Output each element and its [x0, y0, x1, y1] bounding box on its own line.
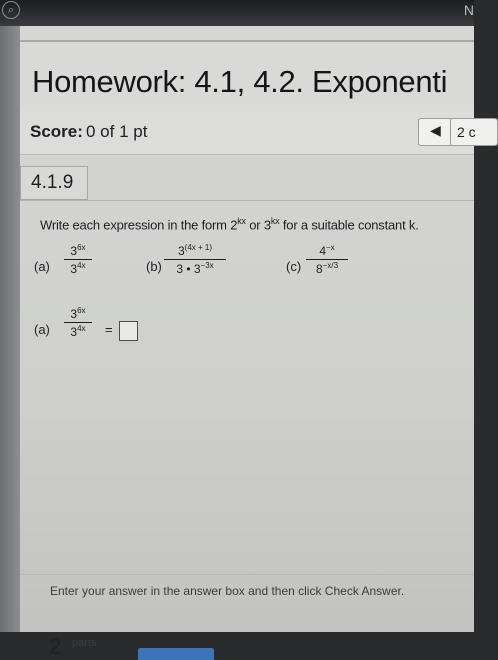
item-b-den-base: 3 • 3 — [176, 262, 201, 276]
item-a-num-base: 3 — [70, 244, 78, 258]
item-c-fraction — [306, 243, 348, 276]
score-label: Score: — [30, 122, 83, 141]
homework-page — [20, 26, 476, 659]
item-a-den-exp: 4x — [77, 261, 86, 270]
answer-fraction — [64, 306, 92, 339]
item-a-label: (a) — [34, 259, 50, 274]
fraction-bar — [64, 259, 92, 260]
answer-den-base: 3 — [70, 325, 78, 339]
item-b-num-exp: (4x + 1) — [184, 243, 213, 252]
check-answer-button[interactable] — [138, 648, 214, 660]
equals-sign: = — [105, 322, 113, 337]
answer-label: (a) — [34, 322, 50, 337]
answer-num-exp: 6x — [77, 306, 86, 315]
parts-count: 2 — [49, 634, 62, 659]
item-b-numerator — [164, 243, 226, 258]
item-c-denominator — [306, 261, 348, 276]
footer-divider — [20, 574, 474, 575]
score-row — [20, 106, 474, 155]
item-a-numerator — [64, 243, 92, 258]
prompt-text-or: or 3 — [245, 217, 271, 233]
top-strip — [0, 0, 474, 26]
left-strip — [0, 26, 20, 632]
score-value: 0 of 1 pt — [86, 122, 148, 141]
question-id-box — [20, 166, 88, 200]
top-corner-text: N — [463, 2, 474, 18]
item-b-num-base: 3 — [177, 244, 185, 258]
fraction-bar — [164, 259, 226, 260]
answer-denominator — [64, 324, 92, 339]
item-a-num-exp: 6x — [77, 243, 86, 252]
item-c-den-base: 8 — [315, 262, 323, 276]
question-prompt — [40, 216, 419, 232]
item-a-fraction — [64, 243, 92, 276]
next-question-button[interactable]: 2 c — [450, 118, 498, 146]
item-a-denominator — [64, 261, 92, 276]
item-b-fraction — [164, 243, 226, 276]
item-a-den-base: 3 — [70, 262, 78, 276]
item-c-num-base: 4 — [319, 244, 326, 258]
answer-num-base: 3 — [70, 307, 78, 321]
parts-label: parts — [72, 637, 97, 649]
item-c-den-exp: −x/3 — [322, 261, 339, 270]
item-c-label: (c) — [286, 259, 302, 274]
triangle-left-icon: ◀ — [430, 122, 441, 138]
item-b-label: (b) — [146, 259, 162, 274]
prompt-text-start: Write each expression in the form 2 — [40, 217, 238, 233]
prompt-exponent-1: kx — [237, 216, 246, 226]
answer-den-exp: 4x — [77, 324, 86, 333]
previous-question-button[interactable] — [418, 118, 454, 146]
title-bar — [20, 40, 474, 107]
answer-numerator — [64, 306, 92, 321]
item-b-den-exp: −3x — [200, 261, 214, 270]
fraction-bar — [64, 322, 92, 323]
answer-instruction: Enter your answer in the answer box and then click Check Answer. — [50, 584, 405, 598]
page-title: Homework: 4.1, 4.2. Exponenti — [32, 64, 448, 99]
item-c-numerator — [306, 243, 348, 258]
answer-input-box[interactable] — [119, 321, 138, 341]
question-divider — [20, 200, 474, 201]
item-b-denominator — [164, 261, 226, 276]
question-id: 4.1.9 — [31, 172, 74, 193]
prompt-exponent-2: kx — [270, 216, 280, 226]
prompt-text-end: for a suitable constant k. — [279, 217, 419, 233]
fraction-bar — [306, 259, 348, 260]
search-icon[interactable]: ⌕ — [2, 1, 20, 19]
item-c-num-exp: −x — [326, 243, 335, 252]
